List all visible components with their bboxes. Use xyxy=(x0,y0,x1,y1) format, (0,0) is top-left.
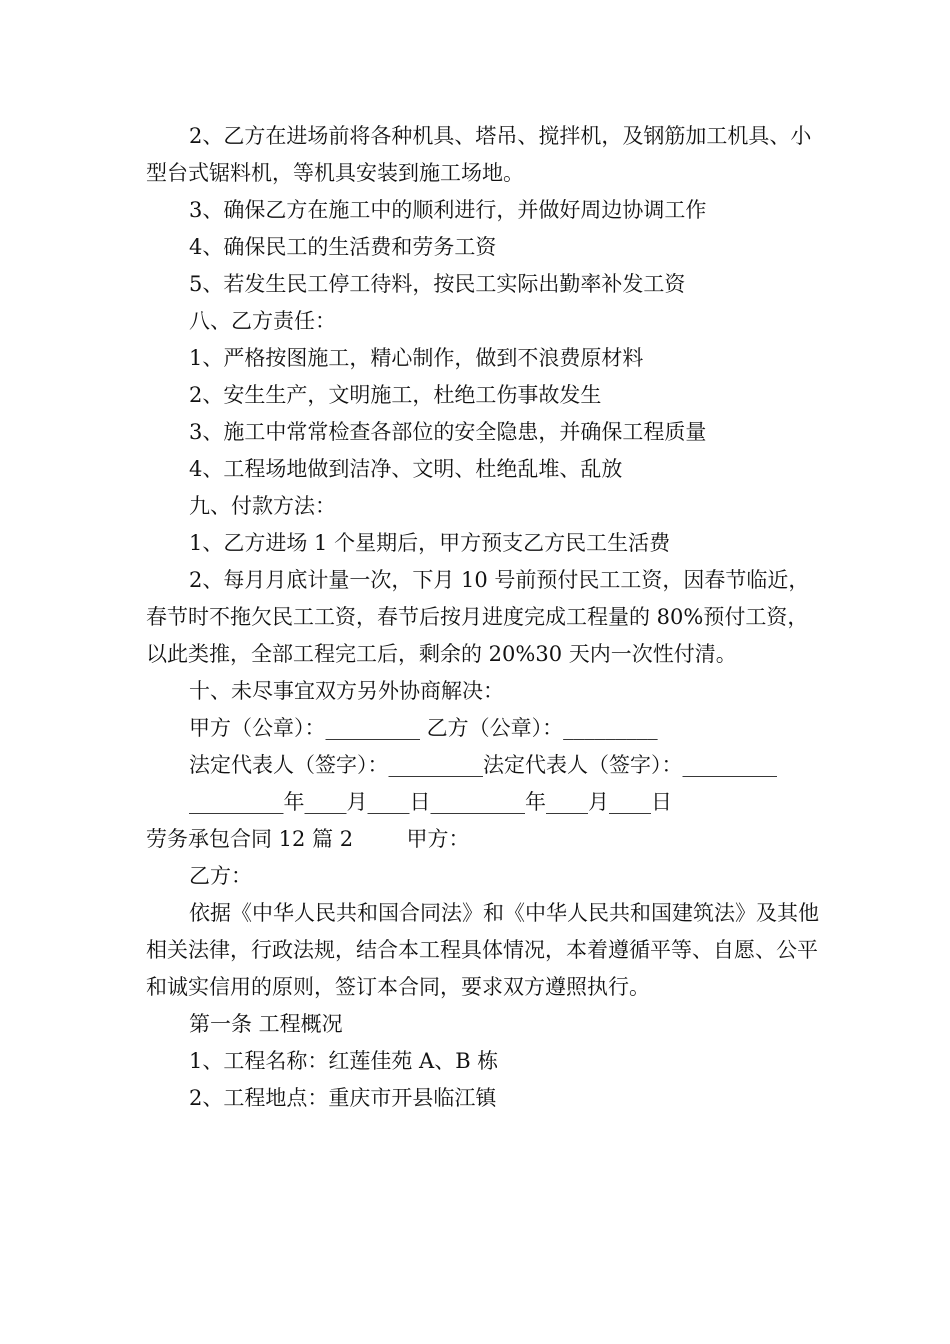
paragraph: 4、确保民工的生活费和劳务工资 xyxy=(189,235,497,259)
section-heading: 八、乙方责任： xyxy=(189,309,336,333)
paragraph: 5、若发生民工停工待料，按民工实际出勤率补发工资 xyxy=(189,272,686,296)
document-body xyxy=(146,118,826,1117)
paragraph: 1、乙方进场 1 个星期后，甲方预支乙方民工生活费 xyxy=(189,531,671,555)
paragraph: 依据《中华人民共和国合同法》和《中华人民共和国建筑法》及其他相关法律，行政法规，结合本工程具体情况，本着遵循平等、自愿、公平和诚实信用的原则，签订本合同，要求双方遵照执行。 xyxy=(146,901,819,999)
paragraph: 3、施工中常常检查各部位的安全隐患，并确保工程质量 xyxy=(189,420,707,444)
paragraph: 2、乙方在进场前将各种机具、塔吊、搅拌机，及钢筋加工机具、小型台式锯料机，等机具安装到施工场地。 xyxy=(146,124,812,185)
paragraph: 4、工程场地做到洁净、文明、杜绝乱堆、乱放 xyxy=(189,457,623,481)
paragraph: 2、工程地点：重庆市开县临江镇 xyxy=(189,1086,497,1110)
signature-line-date: _________年____月____日_________年____月____日 xyxy=(189,790,672,814)
paragraph: 1、工程名称：红莲佳苑 A、B 栋 xyxy=(189,1049,499,1073)
paragraph: 2、每月月底计量一次，下月 10 号前预付民工工资，因春节临近，春节时不拖欠民工工资，春节后按月进度完成工程量的 80%预付工资，以此类推，全部工程完工后，剩余的 20%30 天内一次性付清。 xyxy=(146,568,810,666)
section-heading: 九、付款方法： xyxy=(189,494,336,518)
contract-title-line: 劳务承包合同 12 篇 2 甲方： xyxy=(146,827,470,851)
section-heading: 第一条 工程概况 xyxy=(189,1012,343,1036)
paragraph: 3、确保乙方在施工中的顺利进行，并做好周边协调工作 xyxy=(189,198,707,222)
party-b-line: 乙方： xyxy=(189,864,252,888)
paragraph: 2、安生生产，文明施工，杜绝工伤事故发生 xyxy=(189,383,602,407)
signature-line-representative: 法定代表人（签字）：_________法定代表人（签字）：_________ xyxy=(189,753,777,777)
paragraph: 1、严格按图施工，精心制作，做到不浪费原材料 xyxy=(189,346,644,370)
section-heading: 十、未尽事宜双方另外协商解决： xyxy=(189,679,504,703)
signature-line-seal: 甲方（公章）：_________ 乙方（公章）：_________ xyxy=(189,716,658,740)
